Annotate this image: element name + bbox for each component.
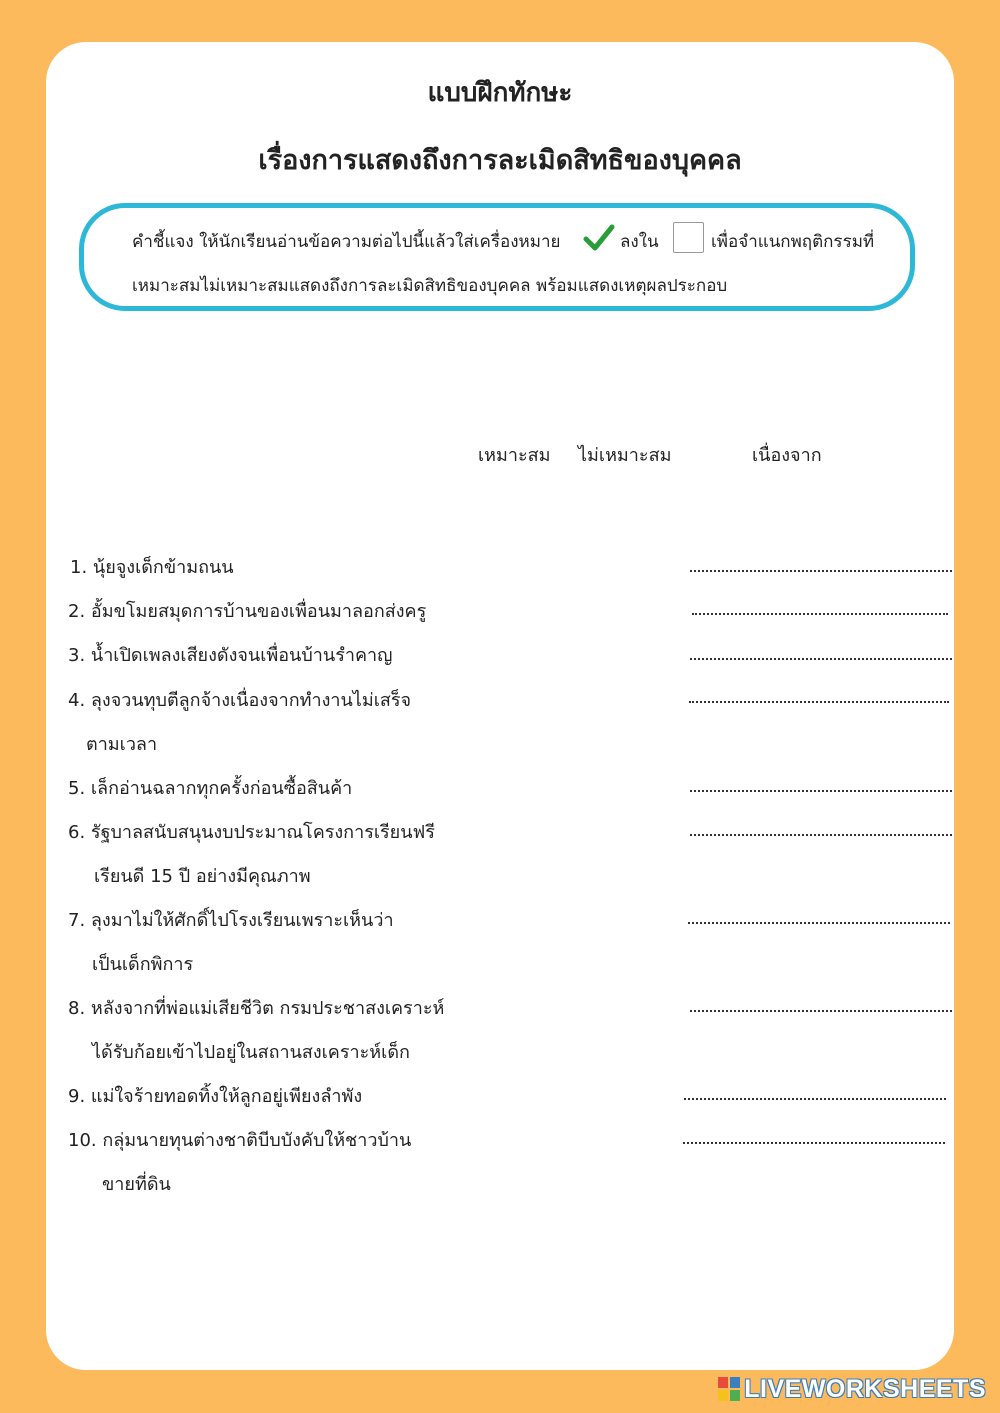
item-9-text: 9. แม่ใจร้ายทอดทิ้งให้ลูกอยู่เพียงลำพัง bbox=[68, 1086, 363, 1107]
item-3-text: 3. น้ำเปิดเพลงเสียงดังจนเพื่อนบ้านรำคาญ bbox=[68, 645, 393, 666]
footer-brand bbox=[718, 1372, 986, 1406]
item-2-text: 2. อั้มขโมยสมุดการบ้านของเพื่อนมาลอกส่งครู bbox=[68, 601, 427, 622]
column-header-because: เนื่องจาก bbox=[752, 445, 822, 466]
item-2-answer-line[interactable] bbox=[692, 613, 948, 615]
item-8-text: 8. หลังจากที่พ่อแม่เสียชีวิต กรมประชาสงเคราะห์ bbox=[68, 998, 445, 1019]
item-7-text-continued: เป็นเด็กพิการ bbox=[92, 954, 194, 975]
item-6-text: 6. รัฐบาลสนับสนุนงบประมาณโครงการเรียนฟรี bbox=[68, 822, 435, 843]
item-8-text-continued: ได้รับก้อยเข้าไปอยู่ในสถานสงเคราะห์เด็ก bbox=[92, 1042, 410, 1063]
item-1-text: 1. นุ้ยจูงเด็กข้ามถนน bbox=[70, 557, 234, 578]
item-4-text-continued: ตามเวลา bbox=[86, 734, 158, 755]
item-10-answer-line[interactable] bbox=[683, 1142, 945, 1144]
footer-brand-text: LIVEWORKSHEETS bbox=[744, 1374, 986, 1403]
item-6-answer-line[interactable] bbox=[690, 834, 952, 836]
item-5-text: 5. เล็กอ่านฉลากทุกครั้งก่อนซื้อสินค้า bbox=[68, 778, 353, 799]
item-7-text: 7. ลุงมาไม่ให้ศักดิ์ไปโรงเรียนเพราะเห็นว่า bbox=[68, 910, 394, 931]
page-subtitle: เรื่องการแสดงถึงการละเมิดสิทธิของบุคคล bbox=[258, 145, 742, 176]
instructions-line-2: เหมาะสมไม่เหมาะสมแสดงถึงการละเมิดสิทธิของบุคคล พร้อมแสดงเหตุผลประกอบ bbox=[132, 276, 728, 296]
item-9-answer-line[interactable] bbox=[684, 1098, 946, 1100]
item-10-text-continued: ขายที่ดิน bbox=[102, 1174, 171, 1195]
item-1-answer-line[interactable] bbox=[690, 570, 952, 572]
check-icon bbox=[583, 222, 615, 254]
item-6-text-continued: เรียนดี 15 ปี อย่างมีคุณภาพ bbox=[94, 866, 311, 887]
item-4-text: 4. ลุงจวนทุบตีลูกจ้างเนื่องจากทำงานไม่เสร็จ bbox=[68, 690, 412, 711]
page-title: แบบฝึกทักษะ bbox=[427, 78, 573, 108]
sample-checkbox bbox=[673, 222, 704, 253]
instructions-line-1: คำชี้แจง ให้นักเรียนอ่านข้อความต่อไปนี้แล้วใส่เครื่องหมาย bbox=[132, 232, 561, 252]
liveworksheets-logo-icon bbox=[718, 1377, 740, 1401]
item-4-answer-line[interactable] bbox=[689, 701, 949, 703]
instructions-line-1-end: เพื่อจำแนกพฤติกรรมที่ bbox=[711, 232, 875, 252]
instructions-line-1-mid: ลงใน bbox=[620, 232, 659, 252]
column-header-unsuitable: ไม่เหมาะสม bbox=[578, 445, 672, 466]
item-3-answer-line[interactable] bbox=[690, 658, 952, 660]
item-8-answer-line[interactable] bbox=[690, 1010, 952, 1012]
item-5-answer-line[interactable] bbox=[690, 790, 952, 792]
item-10-text: 10. กลุ่มนายทุนต่างชาติบีบบังคับให้ชาวบ้าน bbox=[68, 1130, 412, 1151]
column-header-suitable: เหมาะสม bbox=[478, 445, 551, 466]
item-7-answer-line[interactable] bbox=[688, 922, 950, 924]
